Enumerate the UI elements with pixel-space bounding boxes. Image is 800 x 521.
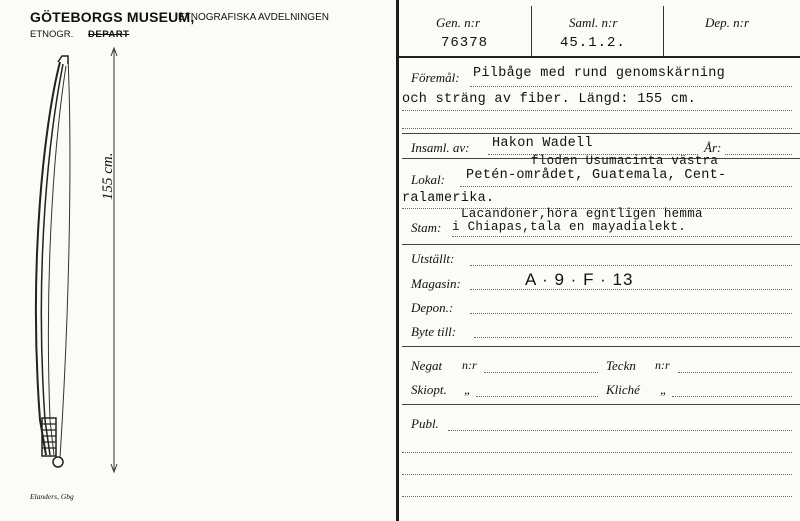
foremal-line-2: och sträng av fiber. Längd: 155 cm. bbox=[402, 92, 697, 107]
magasin-value: A · 9 · F · 13 bbox=[525, 270, 634, 289]
utstallt-top-line bbox=[402, 244, 800, 245]
magasin-label: Magasin: bbox=[411, 276, 461, 291]
header-bottom-line bbox=[398, 56, 800, 58]
foremal-line-1: Pilbåge med rund genomskärning bbox=[473, 66, 726, 81]
byte-dotted bbox=[474, 337, 792, 338]
teckn-dotted bbox=[678, 372, 792, 373]
magasin-dotted bbox=[470, 289, 792, 290]
lokal-above: floden Usumacinta västra bbox=[531, 154, 719, 168]
stam-above: Lacandoner,höra egntligen hemma bbox=[461, 207, 703, 221]
insaml-label: Insaml. av: bbox=[411, 140, 470, 155]
depon-label: Depon.: bbox=[411, 300, 454, 315]
etnogr-label: ETNOGR. bbox=[30, 29, 74, 40]
lokal-label: Lokal: bbox=[411, 172, 445, 187]
saml-nr-label: Saml. n:r bbox=[569, 15, 618, 30]
bow-sketch bbox=[0, 0, 396, 521]
printer-imprint: Elanders, Gbg bbox=[30, 492, 74, 501]
foremal-dotted-1 bbox=[470, 86, 792, 87]
kliche-ditto: „ bbox=[660, 382, 668, 397]
department-name: ETNOGRAFISKA AVDELNINGEN bbox=[178, 12, 329, 23]
skiopt-label: Skiopt. bbox=[411, 382, 447, 397]
publ-dotted-4 bbox=[402, 496, 792, 497]
utstallt-label: Utställt: bbox=[411, 251, 455, 266]
card-divider bbox=[396, 0, 399, 521]
negat-dotted bbox=[484, 372, 598, 373]
insaml-value: Hakon Wadell bbox=[492, 136, 593, 151]
skiopt-ditto: „ bbox=[464, 382, 472, 397]
teckn-nr: n:r bbox=[655, 358, 670, 372]
publ-dotted-3 bbox=[402, 474, 792, 475]
dep-nr-label: Dep. n:r bbox=[705, 15, 750, 30]
ar-dotted bbox=[725, 154, 792, 155]
header-separator-1 bbox=[531, 6, 532, 56]
teckn-label: Teckn bbox=[606, 358, 636, 373]
negat-top-line bbox=[402, 346, 800, 347]
stam-line-1: i Chiapas,tala en mayadialekt. bbox=[452, 220, 687, 234]
publ-dotted-1 bbox=[448, 430, 792, 431]
byte-label: Byte till: bbox=[411, 324, 457, 339]
depon-dotted bbox=[470, 313, 792, 314]
saml-nr-value: 45.1.2. bbox=[560, 35, 626, 51]
foremal-dotted-3 bbox=[402, 128, 792, 129]
insaml-top-line bbox=[402, 133, 800, 134]
publ-label: Publ. bbox=[411, 416, 439, 431]
museum-name: GÖTEBORGS MUSEUM, bbox=[30, 9, 195, 25]
utstallt-dotted bbox=[470, 265, 792, 266]
ar-label: År: bbox=[704, 140, 722, 155]
etnogr-struck-label: DEPART bbox=[88, 29, 130, 40]
skiopt-dotted bbox=[476, 396, 598, 397]
kliche-label: Kliché bbox=[606, 382, 640, 397]
stam-dotted bbox=[452, 236, 792, 237]
lokal-dotted-1 bbox=[460, 186, 792, 187]
gen-nr-value: 76378 bbox=[441, 35, 489, 51]
kliche-dotted bbox=[672, 396, 792, 397]
gen-nr-label: Gen. n:r bbox=[436, 15, 481, 30]
stam-label: Stam: bbox=[411, 220, 442, 235]
lokal-line-1: Petén-området, Guatemala, Cent- bbox=[466, 168, 727, 183]
negat-label: Negat bbox=[411, 358, 443, 373]
lokal-line-2: ralamerika. bbox=[402, 191, 495, 206]
length-note: 155 cm. bbox=[100, 152, 116, 200]
foremal-dotted-2 bbox=[402, 110, 792, 111]
foremal-label: Föremål: bbox=[411, 70, 460, 85]
header-separator-2 bbox=[663, 6, 664, 56]
publ-top-line bbox=[402, 404, 800, 405]
negat-nr: n:r bbox=[462, 358, 477, 372]
publ-dotted-2 bbox=[402, 452, 792, 453]
